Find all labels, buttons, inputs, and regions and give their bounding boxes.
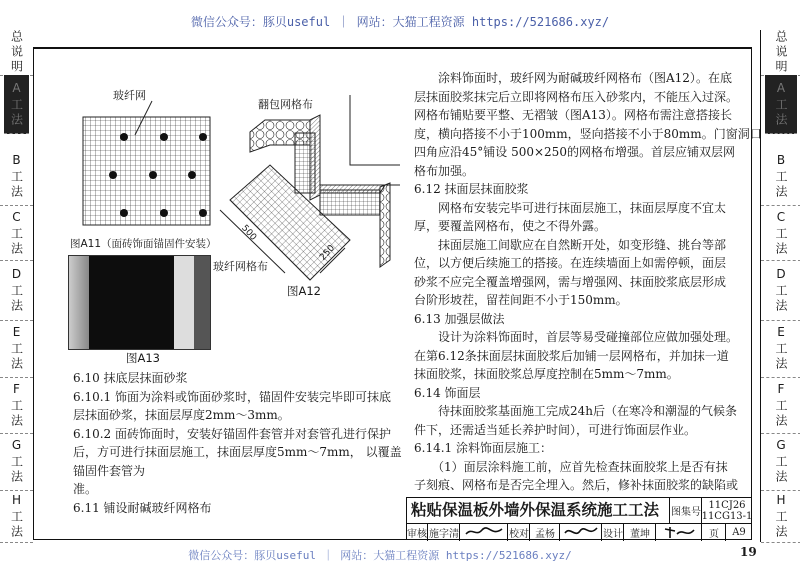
figure-a12-caption: 图A12	[287, 284, 322, 298]
side-tab[interactable]	[761, 377, 800, 434]
side-tab-label: B工法	[774, 152, 788, 200]
side-tab[interactable]	[0, 490, 33, 543]
side-tab-label: C工法	[774, 210, 788, 257]
side-tab[interactable]	[761, 490, 800, 543]
review-label: 审核	[407, 528, 427, 540]
side-tab-label: 总说明	[774, 30, 788, 75]
text-line: 6.11 铺设耐碱玻纤网格布	[73, 500, 212, 515]
text-line: 在第6.12条抹面层抹面胶浆后加铺一层网格布，并加抹一道	[414, 348, 729, 363]
side-tab-label: B工法	[9, 152, 24, 200]
side-tab[interactable]	[761, 147, 800, 206]
side-tab[interactable]	[765, 75, 797, 134]
side-tab-label: G工法	[9, 438, 24, 485]
side-tab[interactable]	[761, 433, 800, 491]
side-tab-label: 总说明	[9, 30, 24, 75]
checker-name: 孟杨	[529, 523, 560, 541]
side-tabs-right	[760, 30, 800, 542]
text-line: 台阶形坡茬，留茬间距不小于150mm。	[414, 293, 628, 307]
reviewer-signature	[459, 523, 508, 541]
atlas-number	[701, 498, 752, 523]
text-line: 格布加强。	[414, 163, 475, 178]
text-line: 位，以方便后续施工的搭接。在连续墙面上如需停顿，面层	[414, 256, 727, 270]
figure-a11-caption: 图A11（面砖饰面锚固件安装）	[70, 238, 217, 250]
check-label: 校对	[507, 523, 530, 541]
text-line: 抹面层施工间歇应在自然断开处，如变形缝、挑台等部	[414, 237, 727, 252]
text-line: （1）面层涂料施工前，应首先检查抹面胶浆上是否有抹	[414, 459, 728, 474]
text-line: 砂浆不应完全覆盖增强网，需与增强网、抹面胶浆底层形成	[414, 274, 727, 289]
watermark-top: 微信公众号：豚贝useful ｜ 网站：大猫工程资源 https://521686.xyz/	[190, 15, 610, 29]
text-line: 厚，要覆盖网格布，使之不得外露。	[414, 219, 607, 233]
drawing-title: 粘贴保温板外墙外保温系统施工工法	[411, 501, 660, 519]
reviewer-name: 施字清	[427, 523, 460, 541]
figure-a12-drawing	[215, 85, 400, 285]
text-line: 6.13 加强层做法	[414, 311, 505, 326]
text-line: 子刻痕、网格布是否完全埋入。然后，修补抹面胶浆的缺陷或	[414, 478, 739, 492]
side-tab-label: D工法	[9, 266, 24, 314]
figure-a12-dim-250: 250	[318, 243, 338, 263]
side-tab-label: A工法	[9, 80, 24, 128]
text-line: 度，横向搭接不小于100mm，竖向搭接不小于80mm。门窗洞口	[414, 126, 762, 141]
side-tab-label: D工法	[774, 266, 788, 314]
text-line: 网格布安装完毕可进行抹面层施工，抹面层厚度不宜太	[414, 200, 727, 215]
side-tab[interactable]	[761, 30, 800, 76]
figure-a13-photo	[68, 255, 211, 350]
page-code: A9	[725, 523, 752, 541]
text-line: 准。	[73, 482, 98, 496]
text-line: 6.10 抹底层抹面砂浆	[73, 371, 188, 385]
side-tabs-left	[0, 30, 33, 542]
text-line: 层抹面胶浆抹完后立即将网格布压入砂浆内，不能压入过深。	[414, 89, 739, 104]
side-tab[interactable]	[0, 433, 33, 491]
figure-a11-mesh-drawing	[80, 95, 215, 230]
figure-a12-wrap-label: 翻包网格布	[258, 98, 313, 111]
side-tab-label: E工法	[9, 325, 24, 372]
side-tab-label: E工法	[774, 325, 788, 372]
text-line: 四角应沿45°铺设 500×250的网格布增强。首层应铺双层网	[414, 145, 735, 159]
figure-a12-dim-500: 500	[239, 223, 259, 243]
side-tab[interactable]	[761, 260, 800, 321]
watermark-bottom: 微信公众号：豚贝useful ｜ 网站：大猫工程资源 https://521686.xyz/	[188, 549, 572, 562]
left-text-column	[73, 369, 408, 517]
side-tab-label: F工法	[774, 381, 788, 429]
atlas-number-2: 11CG13-1	[701, 510, 753, 522]
atlas-label: 图集号	[669, 498, 702, 523]
text-line: 6.14.1 涂料饰面层施工：	[414, 441, 552, 455]
side-tab-label: H工法	[9, 492, 24, 540]
text-line: 抹面胶浆，抹面胶浆总厚度控制在5mm～7mm。	[414, 367, 679, 381]
side-tab-label: C工法	[9, 210, 24, 257]
right-text-column	[414, 69, 762, 495]
figure-a12-mesh-label: 玻纤网格布	[213, 260, 268, 273]
text-line: 6.14 饰面层	[414, 385, 481, 400]
side-tab[interactable]	[0, 260, 33, 321]
side-tab[interactable]	[0, 207, 33, 261]
title-block	[406, 497, 752, 540]
side-tab[interactable]	[0, 320, 33, 378]
designer-signature	[655, 523, 702, 541]
designer-name: 董坤	[623, 523, 656, 541]
text-line: 网格布铺贴要平整、无褶皱（图A13）。网格布需注意搭接长	[414, 108, 732, 122]
side-tab[interactable]	[761, 207, 800, 261]
text-line: 待抹面胶浆基面施工完成24h后（在寒冷和潮湿的气候条	[414, 404, 738, 418]
side-tab-label: G工法	[774, 438, 788, 485]
figure-a13-caption: 图A13	[126, 351, 161, 365]
text-line: 涂料饰面时，玻纤网为耐碱玻纤网格布（图A12）。在底	[414, 71, 732, 85]
text-line: 6.12 抹面层抹面胶浆	[414, 182, 529, 196]
atlas-number-1: 11CJ26	[708, 499, 746, 511]
side-tab[interactable]	[761, 320, 800, 378]
side-tab-label: A工法	[774, 80, 788, 128]
page-number: 19	[740, 545, 757, 559]
side-tab[interactable]	[4, 75, 29, 134]
side-tab[interactable]	[0, 30, 33, 76]
side-tab[interactable]	[0, 147, 33, 206]
side-tab-label: F工法	[9, 381, 24, 429]
text-line: 6.10.2 面砖饰面时，安装好锚固件套管并对套管孔进行保护	[73, 426, 391, 441]
text-line: 后，方可进行抹面层施工，抹面层厚度5mm～7mm， 以覆盖锚固件套管为	[73, 445, 402, 478]
text-line: 设计为涂料饰面时，首层等易受碰撞部位应做加强处理。	[414, 330, 739, 344]
text-line: 6.10.1 饰面为涂料或饰面砂浆时，锚固件安装完毕即可抹底	[73, 389, 391, 404]
text-line: 件下，还需适当延长养护时间），可进行饰面层作业。	[414, 422, 697, 437]
checker-signature	[559, 523, 602, 541]
side-tab[interactable]	[0, 377, 33, 434]
side-tab-label: H工法	[774, 492, 788, 540]
page-label: 页	[701, 523, 726, 541]
design-label: 设计	[601, 523, 624, 541]
figure-a11-mesh-label: 玻纤网	[113, 89, 146, 102]
text-line: 层抹面砂浆，抹面层厚度2mm～3mm。	[73, 408, 290, 422]
